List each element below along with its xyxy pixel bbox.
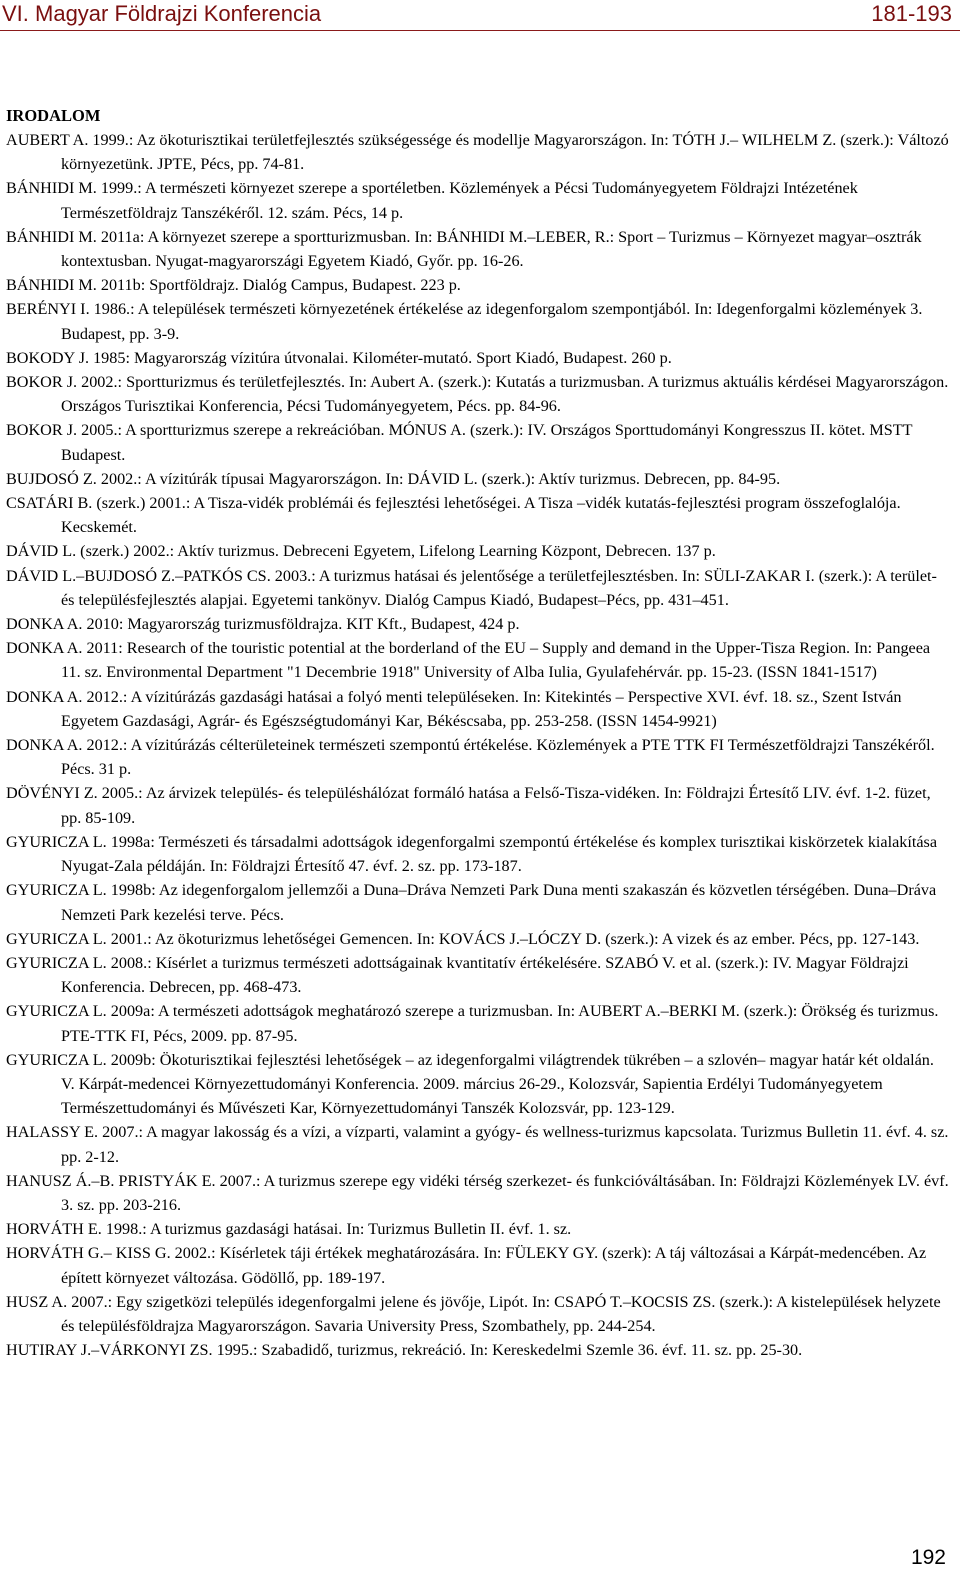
reference-item: BUJDOSÓ Z. 2002.: A vízitúrák típusai Magyarországon. In: DÁVID L. (szerk.): Aktív turizmus. Debrecen, pp. 84-95. (6, 469, 781, 488)
header-title: VI. Magyar Földrajzi Konferencia (2, 1, 322, 26)
reference-item: DÁVID L. (szerk.) 2002.: Aktív turizmus. Debreceni Egyetem, Lifelong Learning Központ, Debrecen. 137 p. (6, 542, 716, 561)
header-page-range: 181-193 (871, 1, 952, 26)
reference-item: BÁNHIDI M. 1999.: A természeti környezet szerepe a sportéletben. Közlemények a Pécsi Tudományegyetem Földrajzi Intézetének Természetföldrajz Tanszékéről. 12. szám. Pécs, 14 p. (6, 179, 858, 222)
reference-item: GYURICZA L. 2009a: A természeti adottságok meghatározó szerepe a turizmusban. In: AUBERT A.–BERKI M. (szerk.): Örökség és turizmus. PTE-TTK FI, Pécs, 2009. pp. 87-95. (6, 1002, 939, 1045)
reference-item: BOKODY J. 1985: Magyarország vízitúra útvonalai. Kilométer-mutató. Sport Kiadó, Budapest. 260 p. (6, 348, 672, 367)
reference-item: GYURICZA L. 2009b: Ökoturisztikai fejlesztési lehetőségek – az idegenforgalmi világtrendek tükrében – a szlovén– magyar határ két oldalán. V. Kárpát-medencei Környezettudományi Konferencia. 2009. március 26-29., Kolozsvár, Sapientia Erdélyi Tudományegyetem Természettudományi és Művészeti Kar, Környezettudományi Tanszék Kolozsvár, pp. 123-129. (6, 1050, 934, 1118)
reference-item: HALASSY E. 2007.: A magyar lakosság és a vízi, a vízparti, valamint a gyógy- és wellness-turizmus kapcsolata. Turizmus Bulletin 11. évf. 4. sz. pp. 2-12. (6, 1123, 949, 1166)
reference-item: GYURICZA L. 2001.: Az ökoturizmus lehetőségei Gemencen. In: KOVÁCS J.–LÓCZY D. (szerk.): A vizek és az ember. Pécs, pp. 127-143. (6, 929, 920, 948)
reference-item: GYURICZA L. 1998b: Az idegenforgalom jellemzői a Duna–Dráva Nemzeti Park Duna menti szakaszán és közvetlen térségében. Duna–Dráva Nemzeti Park kezelési terve. Pécs. (6, 881, 937, 924)
reference-item: DONKA A. 2012.: A vízitúrázás célterületeinek természeti szempontú értékelése. Közlemények a PTE TTK FI Természetföldrajzi Tanszékéről. Pécs. 31 p. (6, 736, 935, 779)
section-heading: IRODALOM (6, 106, 101, 125)
reference-list (6, 128, 950, 1362)
page-number: 192 (910, 1546, 946, 1569)
reference-item: HUTIRAY J.–VÁRKONYI ZS. 1995.: Szabadidő, turizmus, rekreáció. In: Kereskedelmi Szemle 36. évf. 11. sz. pp. 25-30. (6, 1341, 803, 1360)
reference-item: BÁNHIDI M. 2011b: Sportföldrajz. Dialóg Campus, Budapest. 223 p. (6, 276, 461, 295)
reference-item: DÁVID L.–BUJDOSÓ Z.–PATKÓS CS. 2003.: A turizmus hatásai és jelentősége a területfejlesztésben. In: SÜLI-ZAKAR I. (szerk.): A terület- és településfejlesztés alapjai. Egyetemi tankönyv. Dialóg Campus Kiadó, Budapest–Pécs, pp. 431–451. (6, 566, 937, 609)
reference-item: HUSZ A. 2007.: Egy szigetközi település idegenforgalmi jelene és jövője, Lipót. In: CSAPÓ T.–KOCSIS ZS. (szerk.): A kistelepülések helyzete és településföldrajza Magyarországon. Savaria University Press, Szombathely, pp. 244-254. (6, 1292, 941, 1335)
reference-item: DONKA A. 2012.: A vízitúrázás gazdasági hatásai a folyó menti településeken. In: Kitekintés – Perspective XVI. évf. 18. sz., Szent István Egyetem Gazdasági, Agrár- és Egészségtudományi Kar, Békéscsaba, pp. 253-258. (ISSN 1454-9921) (6, 687, 902, 730)
reference-item: HORVÁTH E. 1998.: A turizmus gazdasági hatásai. In: Turizmus Bulletin II. évf. 1. sz. (6, 1220, 572, 1239)
running-header (0, 0, 960, 31)
reference-item: DONKA A. 2011: Research of the touristic potential at the borderland of the EU – Supply and demand in the Upper-Tisza Region. In: Pangeea 11. sz. Environmental Department "1 Decembrie 1918" University of Alba Iulia, Gyulafehérvár. pp. 15-23. (ISSN 1841-1517) (6, 639, 931, 682)
reference-item: BERÉNYI I. 1986.: A települések természeti környezetének értékelése az idegenforgalom szempontjából. In: Idegenforgalmi közlemények 3. Budapest, pp. 3-9. (6, 300, 923, 343)
reference-item: BOKOR J. 2005.: A sportturizmus szerepe a rekreációban. MÓNUS A. (szerk.): IV. Országos Sporttudományi Kongresszus II. kötet. MSTT Budapest. (6, 421, 913, 464)
reference-item: DONKA A. 2010: Magyarország turizmusföldrajza. KIT Kft., Budapest, 424 p. (6, 615, 520, 634)
reference-item: BÁNHIDI M. 2011a: A környezet szerepe a sportturizmusban. In: BÁNHIDI M.–LEBER, R.: Sport – Turizmus – Környezet magyar–osztrák kontextusban. Nyugat-magyarországi Egyetem Kiadó, Győr. pp. 16-26. (6, 227, 922, 271)
reference-item: CSATÁRI B. (szerk.) 2001.: A Tisza-vidék problémái és fejlesztési lehetőségei. A Tisza –vidék kutatás-fejlesztési program összefoglalója. Kecskemét. (6, 494, 901, 537)
reference-item: HANUSZ Á.–B. PRISTYÁK E. 2007.: A turizmus szerepe egy vidéki térség szerkezet- és funkcióváltásában. In: Földrajzi Közlemények LV. évf. 3. sz. pp. 203-216. (6, 1171, 949, 1214)
reference-item: DÖVÉNYI Z. 2005.: Az árvizek település- és településhálózat formáló hatása a Felső-Tisza-vidéken. In: Földrajzi Értesítő LIV. évf. 1-2. füzet, pp. 85-109. (6, 784, 931, 827)
reference-item: GYURICZA L. 1998a: Természeti és társadalmi adottságok idegenforgalmi szempontú értékelése és komplex turisztikai kiskörzetek kialakítása Nyugat-Zala példáján. In: Földrajzi Értesítő 47. évf. 2. sz. pp. 173-187. (6, 832, 938, 876)
references-section (6, 94, 950, 1362)
reference-item: HORVÁTH G.– KISS G. 2002.: Kísérletek táji értékek meghatározására. In: FÜLEKY GY. (szerk): A táj változásai a Kárpát-medencében. Az épített környezet változása. Gödöllő, pp. 189-197. (6, 1244, 927, 1287)
reference-item: BOKOR J. 2002.: Sportturizmus és területfejlesztés. In: Aubert A. (szerk.): Kutatás a turizmusban. A turizmus aktuális kérdései Magyarországon. Országos Turisztikai Konferencia, Pécsi Tudományegyetem, Pécs. pp. 84-96. (6, 373, 949, 416)
reference-item: GYURICZA L. 2008.: Kísérlet a turizmus természeti adottságainak kvantitatív értékelésére. SZABÓ V. et al. (szerk.): IV. Magyar Földrajzi Konferencia. Debrecen, pp. 468-473. (6, 953, 909, 997)
reference-item: AUBERT A. 1999.: Az ökoturisztikai területfejlesztés szükségessége és modellje Magyarországon. In: TÓTH J.– WILHELM Z. (szerk.): Változó környezetünk. JPTE, Pécs, pp. 74-81. (6, 131, 949, 174)
